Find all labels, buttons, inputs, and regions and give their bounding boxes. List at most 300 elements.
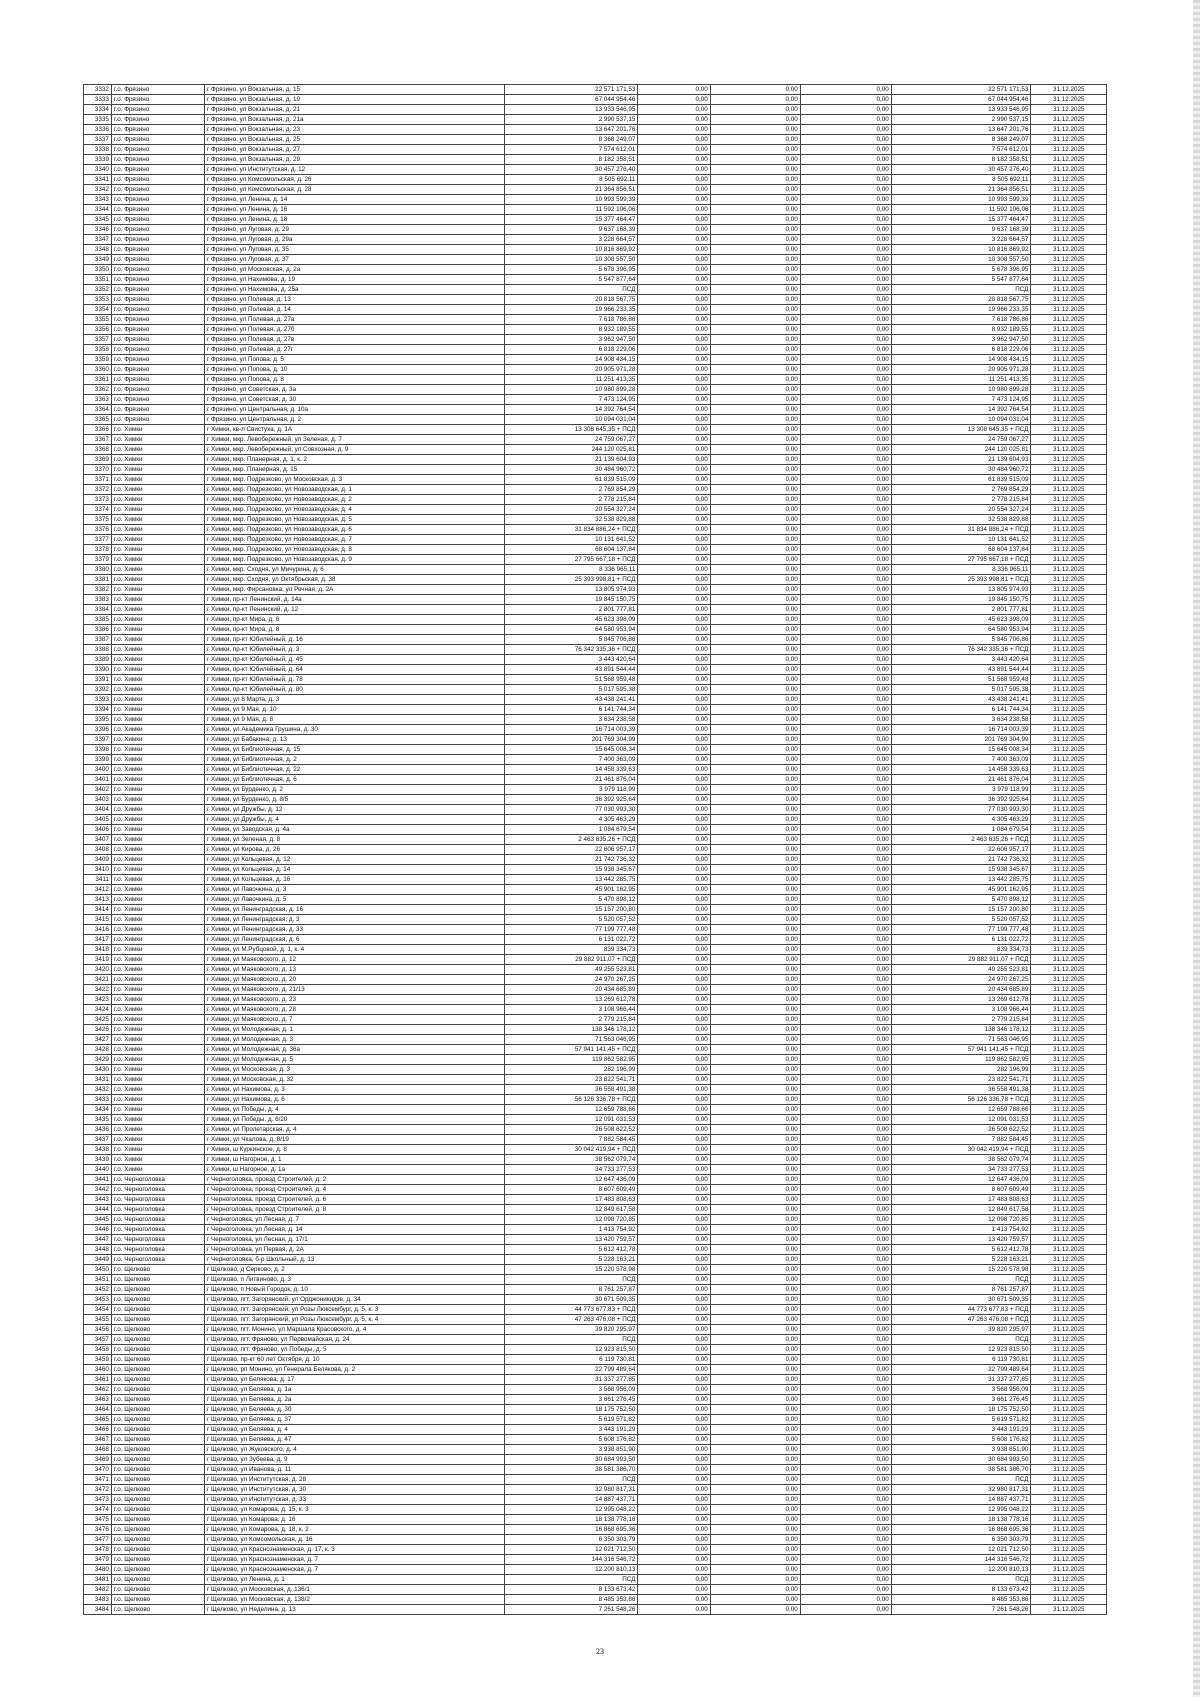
address-cell: г Щелково, ул Институтская, д. 30 — [205, 1485, 505, 1495]
value-cell-3: 0,00 — [800, 1555, 891, 1565]
amount-cell: 12 098 720,85 — [504, 1215, 637, 1225]
address-cell: г Химки, ул Лавочкина, д. 5 — [205, 895, 505, 905]
deadline-cell: 31.12.2025 — [1031, 1585, 1107, 1595]
value-cell-1: 0,00 — [638, 185, 710, 195]
value-cell-2: 0,00 — [710, 505, 800, 515]
value-cell-1: 0,00 — [638, 795, 710, 805]
total-cell: 13 420 759,57 — [891, 1235, 1031, 1245]
total-cell: 5 612 412,78 — [891, 1245, 1031, 1255]
value-cell-1: 0,00 — [638, 225, 710, 235]
municipality-cell: г.о. Химки — [111, 625, 204, 635]
row-number: 3443 — [84, 1195, 112, 1205]
register-table — [83, 84, 1107, 1615]
total-cell: 16 714 003,39 — [891, 725, 1031, 735]
value-cell-2: 0,00 — [710, 825, 800, 835]
row-number: 3466 — [84, 1425, 112, 1435]
deadline-cell: 31.12.2025 — [1031, 375, 1107, 385]
deadline-cell: 31.12.2025 — [1031, 485, 1107, 495]
municipality-cell: г.о. Фрязино — [111, 225, 204, 235]
table-row — [84, 655, 1107, 665]
amount-cell: 13 420 759,57 — [504, 1235, 637, 1245]
value-cell-3: 0,00 — [800, 415, 891, 425]
amount-cell: 8 932 189,55 — [504, 325, 637, 335]
amount-cell: 5 228 163,21 — [504, 1255, 637, 1265]
value-cell-1: 0,00 — [638, 145, 710, 155]
table-row — [84, 255, 1107, 265]
amount-cell: 77 199 777,48 — [504, 925, 637, 935]
value-cell-1: 0,00 — [638, 1285, 710, 1295]
total-cell: 68 604 137,84 — [891, 545, 1031, 555]
value-cell-3: 0,00 — [800, 205, 891, 215]
amount-cell: 4 305 463,29 — [504, 815, 637, 825]
value-cell-3: 0,00 — [800, 335, 891, 345]
amount-cell: 11 592 106,06 — [504, 205, 637, 215]
value-cell-2: 0,00 — [710, 1525, 800, 1535]
municipality-cell: г.о. Химки — [111, 775, 204, 785]
value-cell-3: 0,00 — [800, 395, 891, 405]
deadline-cell: 31.12.2025 — [1031, 715, 1107, 725]
table-row — [84, 825, 1107, 835]
value-cell-2: 0,00 — [710, 945, 800, 955]
amount-cell: 8 607 609,49 — [504, 1185, 637, 1195]
value-cell-3: 0,00 — [800, 615, 891, 625]
row-number: 3333 — [84, 95, 112, 105]
value-cell-3: 0,00 — [800, 385, 891, 395]
row-number: 3392 — [84, 685, 112, 695]
value-cell-1: 0,00 — [638, 1125, 710, 1135]
address-cell: г Фрязино, ул Центральная, д. 2 — [205, 415, 505, 425]
address-cell: г Химки, ул Библиотечная, д. 6 — [205, 775, 505, 785]
row-number: 3407 — [84, 835, 112, 845]
total-cell: 8 368 249,07 — [891, 135, 1031, 145]
value-cell-2: 0,00 — [710, 1115, 800, 1125]
municipality-cell: г.о. Химки — [111, 755, 204, 765]
table-row — [84, 1505, 1107, 1515]
municipality-cell: г.о. Химки — [111, 935, 204, 945]
table-row — [84, 965, 1107, 975]
total-cell: 12 923 815,50 — [891, 1345, 1031, 1355]
value-cell-2: 0,00 — [710, 355, 800, 365]
amount-cell: 3 443 420,64 — [504, 655, 637, 665]
amount-cell: 15 157 200,80 — [504, 905, 637, 915]
address-cell: г Химки, ул Зеленая, д. 8 — [205, 835, 505, 845]
row-number: 3456 — [84, 1325, 112, 1335]
value-cell-1: 0,00 — [638, 555, 710, 565]
total-cell: 45 901 162,95 — [891, 885, 1031, 895]
deadline-cell: 31.12.2025 — [1031, 1295, 1107, 1305]
amount-cell: 13 442 285,75 — [504, 875, 637, 885]
deadline-cell: 31.12.2025 — [1031, 985, 1107, 995]
row-number: 3397 — [84, 735, 112, 745]
row-number: 3406 — [84, 825, 112, 835]
address-cell: г Химки, ул Кольцевая, д. 14 — [205, 865, 505, 875]
total-cell: 38 581 386,70 — [891, 1465, 1031, 1475]
total-cell: 30 042 419,94 + ПСД — [891, 1145, 1031, 1155]
row-number: 3457 — [84, 1335, 112, 1345]
municipality-cell: г.о. Химки — [111, 695, 204, 705]
deadline-cell: 31.12.2025 — [1031, 475, 1107, 485]
table-row — [84, 765, 1107, 775]
amount-cell: 21 364 856,51 — [504, 185, 637, 195]
total-cell: 20 434 685,89 — [891, 985, 1031, 995]
total-cell: 15 645 008,34 — [891, 745, 1031, 755]
municipality-cell: г.о. Химки — [111, 1015, 204, 1025]
value-cell-3: 0,00 — [800, 655, 891, 665]
table-row — [84, 1405, 1107, 1415]
municipality-cell: г.о. Фрязино — [111, 215, 204, 225]
table-row — [84, 1295, 1107, 1305]
value-cell-3: 0,00 — [800, 585, 891, 595]
value-cell-3: 0,00 — [800, 535, 891, 545]
row-number: 3453 — [84, 1295, 112, 1305]
row-number: 3474 — [84, 1505, 112, 1515]
row-number: 3355 — [84, 315, 112, 325]
municipality-cell: г.о. Черноголовка — [111, 1175, 204, 1185]
value-cell-1: 0,00 — [638, 305, 710, 315]
value-cell-3: 0,00 — [800, 245, 891, 255]
municipality-cell: г.о. Фрязино — [111, 95, 204, 105]
value-cell-3: 0,00 — [800, 425, 891, 435]
row-number: 3460 — [84, 1365, 112, 1375]
value-cell-1: 0,00 — [638, 255, 710, 265]
value-cell-1: 0,00 — [638, 765, 710, 775]
municipality-cell: г.о. Фрязино — [111, 265, 204, 275]
total-cell: 6 818 229,06 — [891, 345, 1031, 355]
amount-cell: 64 580 953,94 — [504, 625, 637, 635]
deadline-cell: 31.12.2025 — [1031, 575, 1107, 585]
total-cell: 30 671 509,35 — [891, 1295, 1031, 1305]
amount-cell: 6 119 730,81 — [504, 1355, 637, 1365]
municipality-cell: г.о. Щелково — [111, 1265, 204, 1275]
value-cell-3: 0,00 — [800, 85, 891, 95]
value-cell-2: 0,00 — [710, 695, 800, 705]
value-cell-1: 0,00 — [638, 1245, 710, 1255]
amount-cell: 14 887 437,71 — [504, 1495, 637, 1505]
row-number: 3356 — [84, 325, 112, 335]
deadline-cell: 31.12.2025 — [1031, 1135, 1107, 1145]
address-cell: г Химки, ул Маяковского, д. 20 — [205, 975, 505, 985]
table-row — [84, 305, 1107, 315]
total-cell: 5 608 176,82 — [891, 1435, 1031, 1445]
value-cell-1: 0,00 — [638, 1165, 710, 1175]
address-cell: г Щелково, пгт. Монино, ул Маршала Красовского, д. 4 — [205, 1325, 505, 1335]
row-number: 3412 — [84, 885, 112, 895]
row-number: 3479 — [84, 1555, 112, 1565]
value-cell-3: 0,00 — [800, 855, 891, 865]
value-cell-1: 0,00 — [638, 905, 710, 915]
value-cell-2: 0,00 — [710, 425, 800, 435]
row-number: 3377 — [84, 535, 112, 545]
amount-cell: 7 473 124,95 — [504, 395, 637, 405]
address-cell: г Химки, ул 9 Мая, д. 8 — [205, 715, 505, 725]
municipality-cell: г.о. Черноголовка — [111, 1225, 204, 1235]
municipality-cell: г.о. Химки — [111, 985, 204, 995]
deadline-cell: 31.12.2025 — [1031, 1455, 1107, 1465]
table-row — [84, 565, 1107, 575]
value-cell-1: 0,00 — [638, 1335, 710, 1345]
municipality-cell: г.о. Химки — [111, 525, 204, 535]
row-number: 3396 — [84, 725, 112, 735]
total-cell: 5 845 706,86 — [891, 635, 1031, 645]
amount-cell: 32 538 829,88 — [504, 515, 637, 525]
municipality-cell: г.о. Химки — [111, 975, 204, 985]
value-cell-3: 0,00 — [800, 1325, 891, 1335]
total-cell: 5 547 877,64 — [891, 275, 1031, 285]
value-cell-2: 0,00 — [710, 475, 800, 485]
table-row — [84, 1365, 1107, 1375]
table-row — [84, 445, 1107, 455]
total-cell: ПСД — [891, 285, 1031, 295]
deadline-cell: 31.12.2025 — [1031, 1465, 1107, 1475]
address-cell: г Фрязино, ул Советская, д. 30 — [205, 395, 505, 405]
value-cell-2: 0,00 — [710, 1455, 800, 1465]
value-cell-1: 0,00 — [638, 695, 710, 705]
row-number: 3386 — [84, 625, 112, 635]
row-number: 3404 — [84, 805, 112, 815]
deadline-cell: 31.12.2025 — [1031, 1595, 1107, 1605]
table-row — [84, 1115, 1107, 1125]
value-cell-2: 0,00 — [710, 1535, 800, 1545]
total-cell: 15 938 345,67 — [891, 865, 1031, 875]
address-cell: г Химки, мкр. Сходня, ул Октябрьская, д. 38 — [205, 575, 505, 585]
value-cell-1: 0,00 — [638, 1475, 710, 1485]
deadline-cell: 31.12.2025 — [1031, 935, 1107, 945]
deadline-cell: 31.12.2025 — [1031, 995, 1107, 1005]
deadline-cell: 31.12.2025 — [1031, 635, 1107, 645]
amount-cell: 43 891 544,44 — [504, 665, 637, 675]
table-row — [84, 845, 1107, 855]
amount-cell: 13 269 612,78 — [504, 995, 637, 1005]
address-cell: г Щелково, ул Жуковского, д. 4 — [205, 1445, 505, 1455]
value-cell-1: 0,00 — [638, 645, 710, 655]
deadline-cell: 31.12.2025 — [1031, 1275, 1107, 1285]
value-cell-3: 0,00 — [800, 265, 891, 275]
value-cell-3: 0,00 — [800, 475, 891, 485]
municipality-cell: г.о. Щелково — [111, 1535, 204, 1545]
municipality-cell: г.о. Черноголовка — [111, 1245, 204, 1255]
municipality-cell: г.о. Химки — [111, 595, 204, 605]
address-cell: г Химки, пр-кт Юбилейный, д. 64 — [205, 665, 505, 675]
value-cell-3: 0,00 — [800, 685, 891, 695]
amount-cell: 8 368 249,07 — [504, 135, 637, 145]
value-cell-2: 0,00 — [710, 645, 800, 655]
total-cell: 119 862 582,95 — [891, 1055, 1031, 1065]
amount-cell: 38 581 386,70 — [504, 1465, 637, 1475]
amount-cell: 8 761 257,87 — [504, 1285, 637, 1295]
total-cell: 3 979 118,99 — [891, 785, 1031, 795]
value-cell-3: 0,00 — [800, 325, 891, 335]
table-row — [84, 625, 1107, 635]
total-cell: ПСД — [891, 1475, 1031, 1485]
address-cell: г Химки, ул Лавочкина, д. 3 — [205, 885, 505, 895]
value-cell-3: 0,00 — [800, 1365, 891, 1375]
municipality-cell: г.о. Щелково — [111, 1405, 204, 1415]
table-row — [84, 985, 1107, 995]
row-number: 3380 — [84, 565, 112, 575]
value-cell-3: 0,00 — [800, 645, 891, 655]
address-cell: г Фрязино, ул Полевая, д. 27г — [205, 345, 505, 355]
value-cell-2: 0,00 — [710, 1285, 800, 1295]
total-cell: 31 337 277,85 — [891, 1375, 1031, 1385]
value-cell-1: 0,00 — [638, 425, 710, 435]
table-row — [84, 125, 1107, 135]
address-cell: г Химки, ул Кольцевая, д. 16 — [205, 875, 505, 885]
total-cell: 32 538 829,88 — [891, 515, 1031, 525]
table-row — [84, 145, 1107, 155]
municipality-cell: г.о. Химки — [111, 1085, 204, 1095]
municipality-cell: г.о. Химки — [111, 425, 204, 435]
value-cell-1: 0,00 — [638, 345, 710, 355]
address-cell: г Химки, мкр. Подрезково, ул Новозаводская, д. 5 — [205, 515, 505, 525]
value-cell-2: 0,00 — [710, 585, 800, 595]
table-row — [84, 1355, 1107, 1365]
value-cell-2: 0,00 — [710, 685, 800, 695]
value-cell-2: 0,00 — [710, 1215, 800, 1225]
table-row — [84, 395, 1107, 405]
amount-cell: 6 818 229,06 — [504, 345, 637, 355]
address-cell: г Химки, ул Бурденко, д. 2 — [205, 785, 505, 795]
value-cell-3: 0,00 — [800, 465, 891, 475]
total-cell: 3 661 276,45 — [891, 1395, 1031, 1405]
total-cell: 8 133 673,42 — [891, 1585, 1031, 1595]
table-row — [84, 805, 1107, 815]
table-row — [84, 205, 1107, 215]
total-cell: 23 822 541,71 — [891, 1075, 1031, 1085]
deadline-cell: 31.12.2025 — [1031, 1505, 1107, 1515]
value-cell-1: 0,00 — [638, 1365, 710, 1375]
address-cell: г Фрязино, ул Ленина, д. 18 — [205, 215, 505, 225]
municipality-cell: г.о. Химки — [111, 1055, 204, 1065]
row-number: 3378 — [84, 545, 112, 555]
value-cell-1: 0,00 — [638, 95, 710, 105]
table-row — [84, 1205, 1107, 1215]
row-number: 3468 — [84, 1445, 112, 1455]
table-row — [84, 195, 1107, 205]
deadline-cell: 31.12.2025 — [1031, 1485, 1107, 1495]
value-cell-3: 0,00 — [800, 185, 891, 195]
value-cell-3: 0,00 — [800, 1405, 891, 1415]
value-cell-1: 0,00 — [638, 1255, 710, 1265]
value-cell-1: 0,00 — [638, 1355, 710, 1365]
amount-cell: 2 801 777,81 — [504, 605, 637, 615]
table-row — [84, 1375, 1107, 1385]
row-number: 3415 — [84, 915, 112, 925]
value-cell-1: 0,00 — [638, 735, 710, 745]
deadline-cell: 31.12.2025 — [1031, 1495, 1107, 1505]
address-cell: г Химки, ул Маяковского, д. 23 — [205, 995, 505, 1005]
value-cell-2: 0,00 — [710, 305, 800, 315]
value-cell-3: 0,00 — [800, 375, 891, 385]
total-cell: 144 316 546,72 — [891, 1555, 1031, 1565]
value-cell-1: 0,00 — [638, 625, 710, 635]
total-cell: 57 941 141,45 + ПСД — [891, 1045, 1031, 1055]
value-cell-3: 0,00 — [800, 1005, 891, 1015]
value-cell-3: 0,00 — [800, 815, 891, 825]
value-cell-1: 0,00 — [638, 375, 710, 385]
table-row — [84, 1055, 1107, 1065]
value-cell-2: 0,00 — [710, 635, 800, 645]
address-cell: г Черноголовка, ул Лесная, д. 14 — [205, 1225, 505, 1235]
value-cell-1: 0,00 — [638, 1065, 710, 1075]
amount-cell: 7 400 363,09 — [504, 755, 637, 765]
amount-cell: 12 659 788,66 — [504, 1105, 637, 1115]
value-cell-3: 0,00 — [800, 775, 891, 785]
address-cell: г Химки, ул Маяковского, д. 13 — [205, 965, 505, 975]
amount-cell: 38 562 079,74 — [504, 1155, 637, 1165]
total-cell: 3 938 851,90 — [891, 1445, 1031, 1455]
amount-cell: 77 030 993,30 — [504, 805, 637, 815]
value-cell-1: 0,00 — [638, 1055, 710, 1065]
row-number: 3424 — [84, 1005, 112, 1015]
amount-cell: 2 463 635,26 + ПСД — [504, 835, 637, 845]
value-cell-3: 0,00 — [800, 825, 891, 835]
municipality-cell: г.о. Щелково — [111, 1465, 204, 1475]
address-cell: г Химки, ул Московская, д. 32 — [205, 1075, 505, 1085]
deadline-cell: 31.12.2025 — [1031, 1475, 1107, 1485]
value-cell-2: 0,00 — [710, 1405, 800, 1415]
value-cell-3: 0,00 — [800, 835, 891, 845]
table-row — [84, 1435, 1107, 1445]
value-cell-3: 0,00 — [800, 1205, 891, 1215]
value-cell-3: 0,00 — [800, 895, 891, 905]
table-row — [84, 885, 1107, 895]
address-cell: г Химки, ул Кольцевая, д. 12 — [205, 855, 505, 865]
table-row — [84, 375, 1107, 385]
amount-cell: 21 461 876,04 — [504, 775, 637, 785]
value-cell-3: 0,00 — [800, 125, 891, 135]
value-cell-1: 0,00 — [638, 405, 710, 415]
row-number: 3417 — [84, 935, 112, 945]
value-cell-2: 0,00 — [710, 1225, 800, 1235]
municipality-cell: г.о. Фрязино — [111, 415, 204, 425]
deadline-cell: 31.12.2025 — [1031, 515, 1107, 525]
amount-cell: 30 671 509,35 — [504, 1295, 637, 1305]
address-cell: г Щелково, ул Беляева, д. 1а — [205, 1385, 505, 1395]
row-number: 3462 — [84, 1385, 112, 1395]
value-cell-2: 0,00 — [710, 1375, 800, 1385]
amount-cell: 5 017 595,38 — [504, 685, 637, 695]
value-cell-3: 0,00 — [800, 1245, 891, 1255]
amount-cell: 12 647 436,09 — [504, 1175, 637, 1185]
value-cell-2: 0,00 — [710, 1355, 800, 1365]
municipality-cell: г.о. Черноголовка — [111, 1235, 204, 1245]
value-cell-2: 0,00 — [710, 1595, 800, 1605]
row-number: 3422 — [84, 985, 112, 995]
address-cell: г Химки, пр-кт Юбилейный, д. 78 — [205, 675, 505, 685]
amount-cell: 20 434 685,89 — [504, 985, 637, 995]
deadline-cell: 31.12.2025 — [1031, 545, 1107, 555]
amount-cell: 11 251 413,35 — [504, 375, 637, 385]
value-cell-3: 0,00 — [800, 955, 891, 965]
value-cell-2: 0,00 — [710, 1185, 800, 1195]
row-number: 3389 — [84, 655, 112, 665]
value-cell-1: 0,00 — [638, 265, 710, 275]
municipality-cell: г.о. Химки — [111, 915, 204, 925]
total-cell: 5 017 595,38 — [891, 685, 1031, 695]
address-cell: г Фрязино, ул Вокзальная, д. 23 — [205, 125, 505, 135]
row-number: 3438 — [84, 1145, 112, 1155]
address-cell: г Химки, ул Кирова, д. 26 — [205, 845, 505, 855]
value-cell-3: 0,00 — [800, 595, 891, 605]
amount-cell: 5 608 176,82 — [504, 1435, 637, 1445]
table-row — [84, 85, 1107, 95]
amount-cell: 32 980 817,31 — [504, 1485, 637, 1495]
row-number: 3385 — [84, 615, 112, 625]
deadline-cell: 31.12.2025 — [1031, 1395, 1107, 1405]
value-cell-2: 0,00 — [710, 175, 800, 185]
address-cell: г Фрязино, ул Полевая, д. 14 — [205, 305, 505, 315]
amount-cell: 36 392 925,64 — [504, 795, 637, 805]
